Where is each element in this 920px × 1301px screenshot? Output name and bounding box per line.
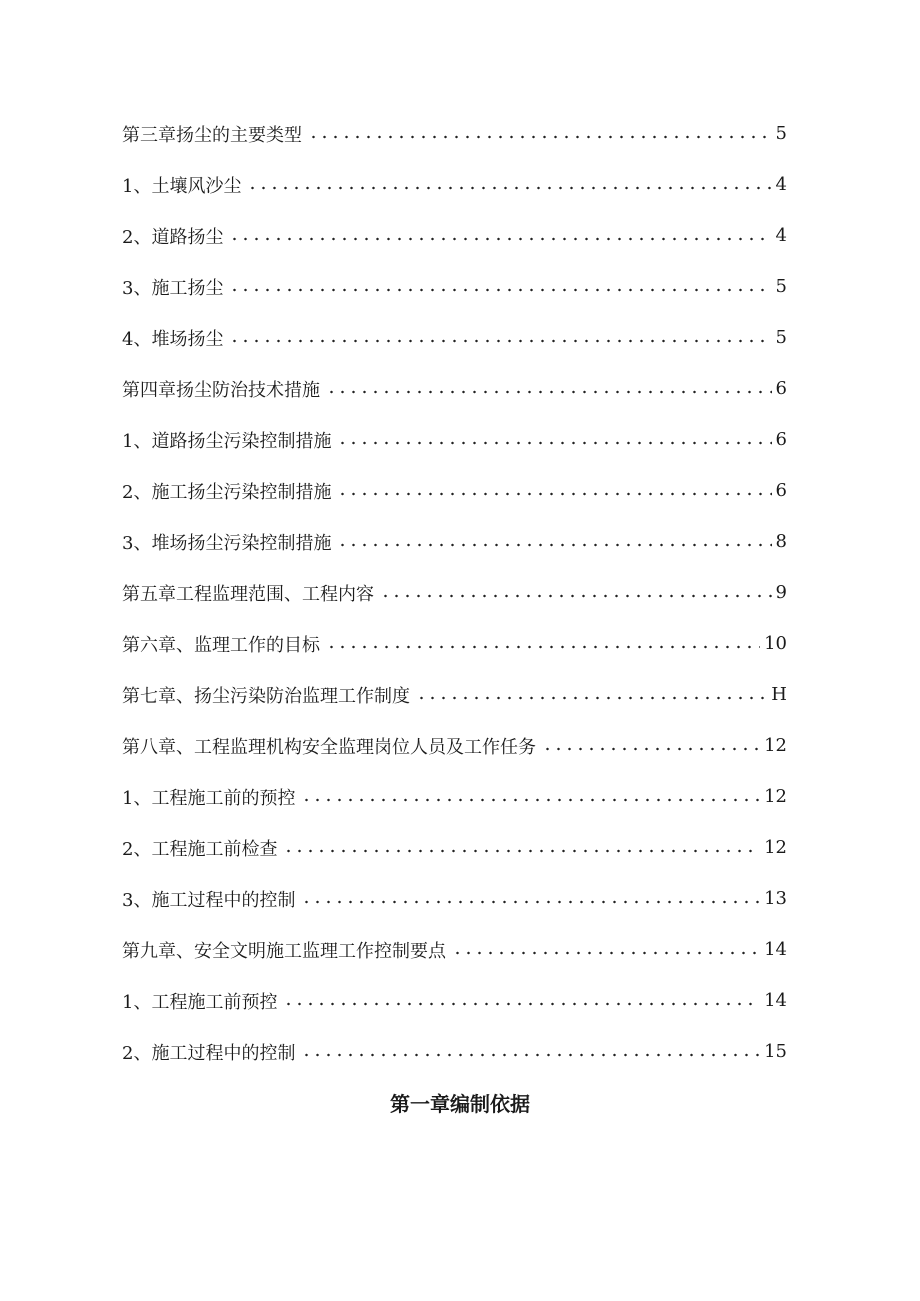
dot-leader: [542, 747, 760, 751]
table-of-contents: [122, 108, 787, 1077]
toc-entry-page: 6: [775, 378, 787, 399]
dot-leader: [308, 135, 772, 139]
toc-entry-title: 2、施工过程中的控制: [122, 1042, 296, 1064]
toc-entry-title: 第七章、扬尘污染防治监理工作制度: [122, 685, 410, 707]
dot-leader: [380, 594, 772, 598]
toc-entry-page: H: [771, 684, 787, 705]
toc-entry[interactable]: [122, 465, 787, 516]
dot-leader: [229, 339, 771, 343]
toc-entry-page: 15: [764, 1041, 787, 1062]
dot-leader: [326, 390, 772, 394]
dot-leader: [337, 543, 771, 547]
toc-entry-title: 1、工程施工前预控: [122, 991, 278, 1013]
toc-entry[interactable]: [122, 414, 787, 465]
toc-entry-page: 12: [764, 786, 787, 807]
dot-leader: [229, 237, 771, 241]
toc-entry-page: 5: [775, 327, 787, 348]
toc-entry-page: 10: [764, 633, 787, 654]
toc-entry-title: 1、道路扬尘污染控制措施: [122, 430, 332, 452]
toc-entry[interactable]: [122, 363, 787, 414]
toc-entry-title: 1、工程施工前的预控: [122, 787, 296, 809]
toc-entry[interactable]: [122, 210, 787, 261]
toc-entry-title: 第八章、工程监理机构安全监理岗位人员及工作任务: [122, 736, 536, 758]
toc-entry[interactable]: [122, 669, 787, 720]
toc-entry-title: 3、堆场扬尘污染控制措施: [122, 532, 332, 554]
dot-leader: [452, 951, 760, 955]
toc-entry-title: 第六章、监理工作的目标: [122, 634, 320, 656]
toc-entry-title: 3、施工扬尘: [122, 277, 224, 299]
toc-entry[interactable]: [122, 924, 787, 975]
toc-entry[interactable]: [122, 771, 787, 822]
toc-entry-title: 第四章扬尘防治技术措施: [122, 379, 320, 401]
chapter-heading: 第一章编制依据: [390, 1092, 530, 1116]
toc-entry-title: 第三章扬尘的主要类型: [122, 124, 302, 146]
toc-entry-page: 5: [775, 123, 787, 144]
toc-entry-page: 4: [775, 225, 787, 246]
toc-entry[interactable]: [122, 312, 787, 363]
dot-leader: [229, 288, 771, 292]
dot-leader: [283, 849, 760, 853]
toc-entry-page: 14: [764, 939, 787, 960]
toc-entry-page: 12: [764, 735, 787, 756]
dot-leader: [283, 1002, 760, 1006]
dot-leader: [416, 696, 767, 700]
dot-leader: [337, 492, 771, 496]
toc-entry-title: 4、堆场扬尘: [122, 328, 224, 350]
toc-entry-title: 第五章工程监理范围、工程内容: [122, 583, 374, 605]
toc-entry-page: 8: [775, 531, 787, 552]
dot-leader: [301, 1053, 760, 1057]
toc-entry-page: 6: [775, 480, 787, 501]
toc-entry[interactable]: [122, 108, 787, 159]
toc-entry-page: 13: [764, 888, 787, 909]
toc-entry-page: 12: [764, 837, 787, 858]
dot-leader: [301, 798, 760, 802]
toc-entry[interactable]: [122, 516, 787, 567]
toc-entry-title: 2、工程施工前检查: [122, 838, 278, 860]
dot-leader: [301, 900, 760, 904]
toc-entry[interactable]: [122, 822, 787, 873]
toc-entry[interactable]: [122, 873, 787, 924]
toc-entry[interactable]: [122, 618, 787, 669]
dot-leader: [247, 186, 771, 190]
toc-entry-title: 1、土壤风沙尘: [122, 175, 242, 197]
toc-entry-title: 3、施工过程中的控制: [122, 889, 296, 911]
toc-entry[interactable]: [122, 975, 787, 1026]
dot-leader: [337, 441, 771, 445]
toc-entry-page: 6: [775, 429, 787, 450]
toc-entry[interactable]: [122, 720, 787, 771]
toc-entry[interactable]: [122, 261, 787, 312]
toc-entry-page: 9: [775, 582, 787, 603]
dot-leader: [326, 645, 760, 649]
toc-entry[interactable]: [122, 567, 787, 618]
toc-entry-page: 5: [775, 276, 787, 297]
toc-entry-title: 第九章、安全文明施工监理工作控制要点: [122, 940, 446, 962]
toc-entry-page: 14: [764, 990, 787, 1011]
toc-entry-title: 2、道路扬尘: [122, 226, 224, 248]
toc-entry-page: 4: [775, 174, 787, 195]
toc-entry[interactable]: [122, 1026, 787, 1077]
toc-entry-title: 2、施工扬尘污染控制措施: [122, 481, 332, 503]
toc-entry[interactable]: [122, 159, 787, 210]
